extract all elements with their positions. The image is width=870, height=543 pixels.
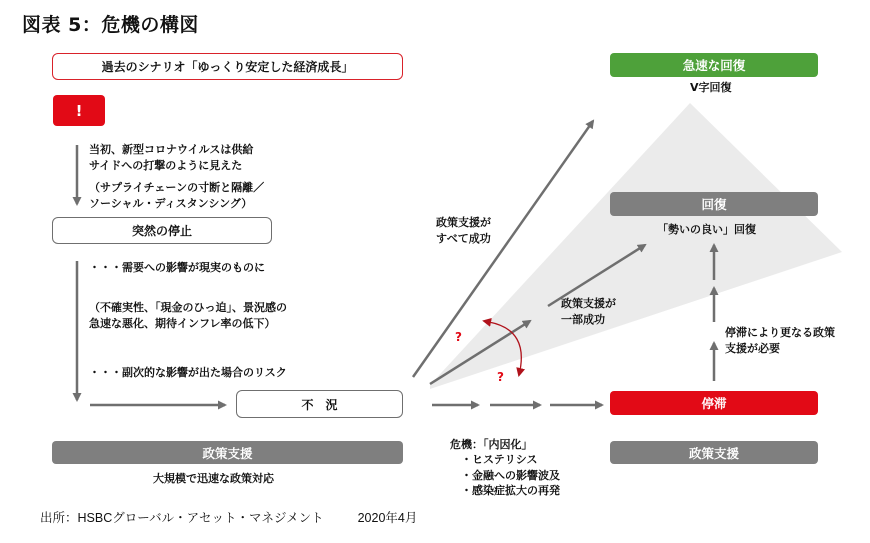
note-supply: （サプライチェーンの寸断と隔離／ ソーシャル・ディスタンシング） [89,181,265,210]
policy-support-left-sub: 大規模で迅速な政策対応 [153,472,274,485]
date-text: 2020年4月 [357,511,418,525]
policy-support-left [52,441,403,464]
v-recovery-sub: V字回復 [690,81,732,94]
source-text: 出所：HSBCグローバル・アセット・マネジメント [40,511,324,525]
policy-support-left-label: 政策支援 [202,445,253,461]
note-initial: 当初、新型コロナウイルスは供給 サイドへの打撃のように見えた [89,143,254,172]
recession-box [236,390,403,418]
alert-icon: ! [75,101,83,120]
v-recovery-box [610,53,818,77]
policy-all-success: 政策支援が すべて成功 [436,216,491,245]
stagnation-box [610,391,818,415]
v-recovery-label: 急速な回復 [682,58,746,73]
past-scenario-label: 過去のシナリオ「ゆっくり安定した経済成長」 [101,60,354,74]
note-risk: ・・・副次的な影響が出た場合のリスク [89,366,287,379]
alert-box [53,95,105,126]
sudden-stop-label: 突然の停止 [131,224,192,238]
policy-partial-success: 政策支援が 一部成功 [561,297,616,326]
sudden-stop-box [52,217,272,244]
recovery-label: 回復 [701,197,727,212]
source-footer [40,508,417,526]
note-uncertainty: （不確実性、「現金のひっ迫」、景況感の 急速な悪化、期待インフレ率の低下） [89,301,287,330]
recession-label: 不 況 [301,397,338,412]
policy-support-right [610,441,818,464]
recovery-box [610,192,818,216]
stagnation-label: 停滞 [701,396,727,411]
past-scenario-box [52,53,403,80]
crisis-note: 危機：「内因化」 ・ヒステリシス ・金融への影響波及 ・感染症拡大の再発 [450,438,560,498]
page-title: 図表 5：危機の構図 [22,14,199,36]
stagnation-note: 停滞により更なる政策 支援が必要 [725,326,835,355]
policy-support-right-label: 政策支援 [688,445,739,461]
question-mark-upper: ? [455,330,462,344]
recovery-sub: 「勢いの良い」回復 [657,223,756,236]
question-mark-lower: ? [497,370,504,384]
note-demand: ・・・需要への影響が現実のものに [89,261,265,274]
